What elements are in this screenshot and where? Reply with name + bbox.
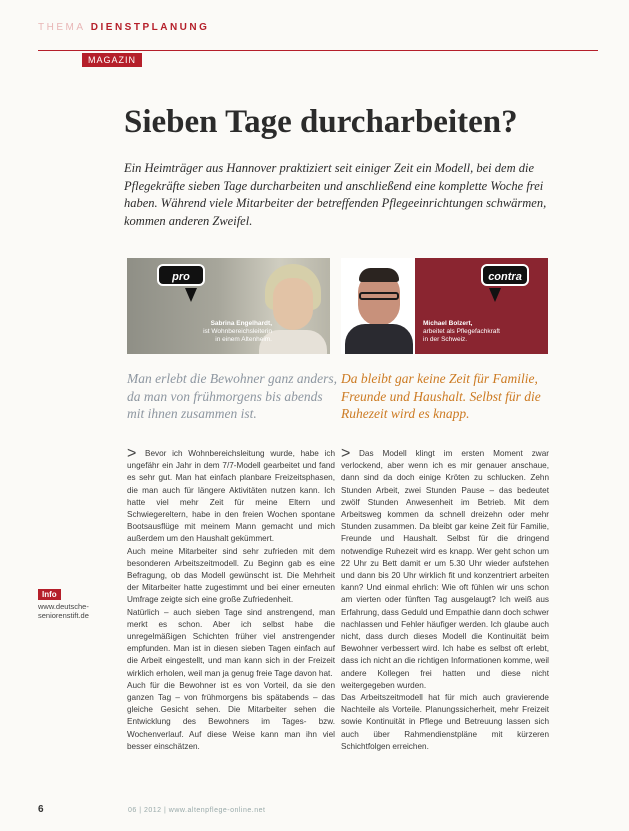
info-link-line-1: www.deutsche- [38,602,89,611]
page-number: 6 [38,804,44,815]
contra-role-1: arbeitet als Pflegefachkraft [423,328,500,335]
info-box [38,584,122,620]
contra-name: Michael Bolzert, [423,320,473,327]
arrow-icon: > [341,445,351,462]
article-lead: Ein Heimträger aus Hannover praktiziert seit einiger Zeit ein Modell, bei dem die Pflegekräfte sieben Tage durcharbeiten und anschließend eine komplette Woche frei haben. Während viele Mitarbeiter der betreffenden Pflegeeinrichtungen schwärmen, kommen anderen Zweifel. [124,161,547,228]
glasses-icon [359,292,399,300]
contra-photo [341,258,548,354]
contra-shoulders [345,324,413,354]
contra-role-2: in der Schweiz. [423,336,468,343]
contra-portrait [349,262,409,354]
info-link-line-2: seniorenstift.de [38,611,89,620]
pro-badge: pro [157,264,205,286]
section-tag: MAGAZIN [82,53,142,67]
contra-quote: Da bleibt gar keine Zeit für Familie, Freunde und Haushalt. Selbst für die Ruhezeit wird es knapp. [341,371,541,421]
pro-name: Sabrina Engelhardt, [210,320,272,327]
pro-bubble-tail [185,288,197,302]
pro-caption [203,320,272,344]
contra-paragraph: Das Arbeitszeitmodell hat für mich auch gravierende Nachteile als Vorteile. Planungssicherheit, mehr Freizeit sowie Kontinuität in Pflege und Betreuung lassen sich auch über Rahmendienstpläne mit kürzeren Schichtfolgen erreichen. [341,693,549,751]
pro-portrait [265,264,321,350]
pro-paragraph: Bevor ich Wohnbereichsleitung wurde, habe ich ungefähr ein Jahr in dem 7/7-Modell gearbeitet und fand es sehr gut. Man hat einfach planbare Freizeitsphasen, die man auch für längere Aktivitäten nutzen kann. Ich hatte viel mehr Zeit für meine Eltern und Schwiegereltern, habe in den freien Wochen spontane Bootsausflüge mit meinem Mann gemacht und mich außerdem um den Haushalt gekümmert. [127,449,335,544]
header-rule [38,50,598,51]
running-head [38,22,209,33]
contra-bubble-tail [489,288,501,302]
pro-paragraph: Natürlich – auch sieben Tage sind anstrengend, man merkt es schon. Aber ich selbst habe die unregelmäßigen Schichten früher viel anstrengender empfunden. Man ist in diesen sieben Tagen einfach auf die Arbeit eingestellt, und man kann sich in der Freizeit wirklich erholen, weil man ja genug freie Tage davon hat. [127,607,335,678]
pro-quote: Man erlebt die Bewohner ganz anders, da man von frühmorgens bis abends mit ihnen zusammen ist. [127,371,337,421]
pro-photo [127,258,330,354]
article-title: Sieben Tage durcharbeiten? [124,104,518,140]
pro-face [273,278,313,330]
contra-caption [423,320,500,344]
info-label: Info [38,589,61,600]
arrow-icon: > [127,445,137,462]
pro-role-1: ist Wohnbereichsleiterin [203,328,272,335]
running-head-section: DIENSTPLANUNG [90,22,210,33]
running-head-prefix: THEMA [38,22,86,33]
pro-paragraph: Auch meine Mitarbeiter sind sehr zufrieden mit dem besonderen Arbeitszeitmodell. Zu Beginn gab es eine Befragung, ob das Modell gewünscht ist. Die Mehrheit der Mitarbeiter hatte zugestimmt und bei einer erneuten Umfrage zeigte sich eine große Zufriedenheit. [127,546,335,605]
pro-role-2: in einem Altenheim. [215,336,272,343]
contra-badge: contra [481,264,529,286]
footer-issue: 06 | 2012 | www.altenpflege-online.net [128,807,266,814]
pro-paragraph: Auch für die Bewohner ist es von Vorteil, da sie den ganzen Tag – von frühmorgens bis spätabends – das gleiche Gesicht sehen. Die Mitarbeiter sehen die Entwicklung des Bewohners im Tages- bzw. Wochenverlauf. Auf diese Weise kann man ihn viel besser einschätzen. [127,680,335,751]
contra-paragraph: Das Modell klingt im ersten Moment zwar verlockend, aber wenn ich es mir genauer anschaue, dann sind da doch einige Kröten zu schlucken. Zehn Stunden Arbeit, zwei Stunden Pause – das bedeutet zwölf Stunden Anwesenheit im Betrieb. Mit dem Arbeitsweg kommen da schnell dreizehn oder mehr Stunden zusammen. Da bleibt gar keine Zeit für Familie, Freunde und Haushalt. Selbst für die dringend notwendige Ruhezeit wird es knapp. Wer geht schon um 22 Uhr zu Bett damit er um 5.30 Uhr wieder aufstehen und dann bis 20 Uhr wirklich fit und konzentriert arbeiten kann? Und einmal ehrlich: Wie oft fühlen wir uns schon am vierten oder fünften Tag ausgelaugt? Ich weiß aus Erfahrung, dass Geduld und Empathie dann doch schwer nachlassen und Fehler häufiger werden. Ich glaube auch nicht, dass durch dieses Modell die Kontinuität beim Bewohner verbessert wird. Ich habe es selbst oft erlebt, dass ich nicht an die richtigen Informationen komme, weil andere Kollegen frei hatten und diese nicht weitergegeben wurden. [341,449,550,690]
contra-hair [359,268,399,282]
info-link[interactable] [38,602,122,620]
contra-column [341,445,550,753]
footer [38,804,104,815]
pro-column [127,445,335,753]
